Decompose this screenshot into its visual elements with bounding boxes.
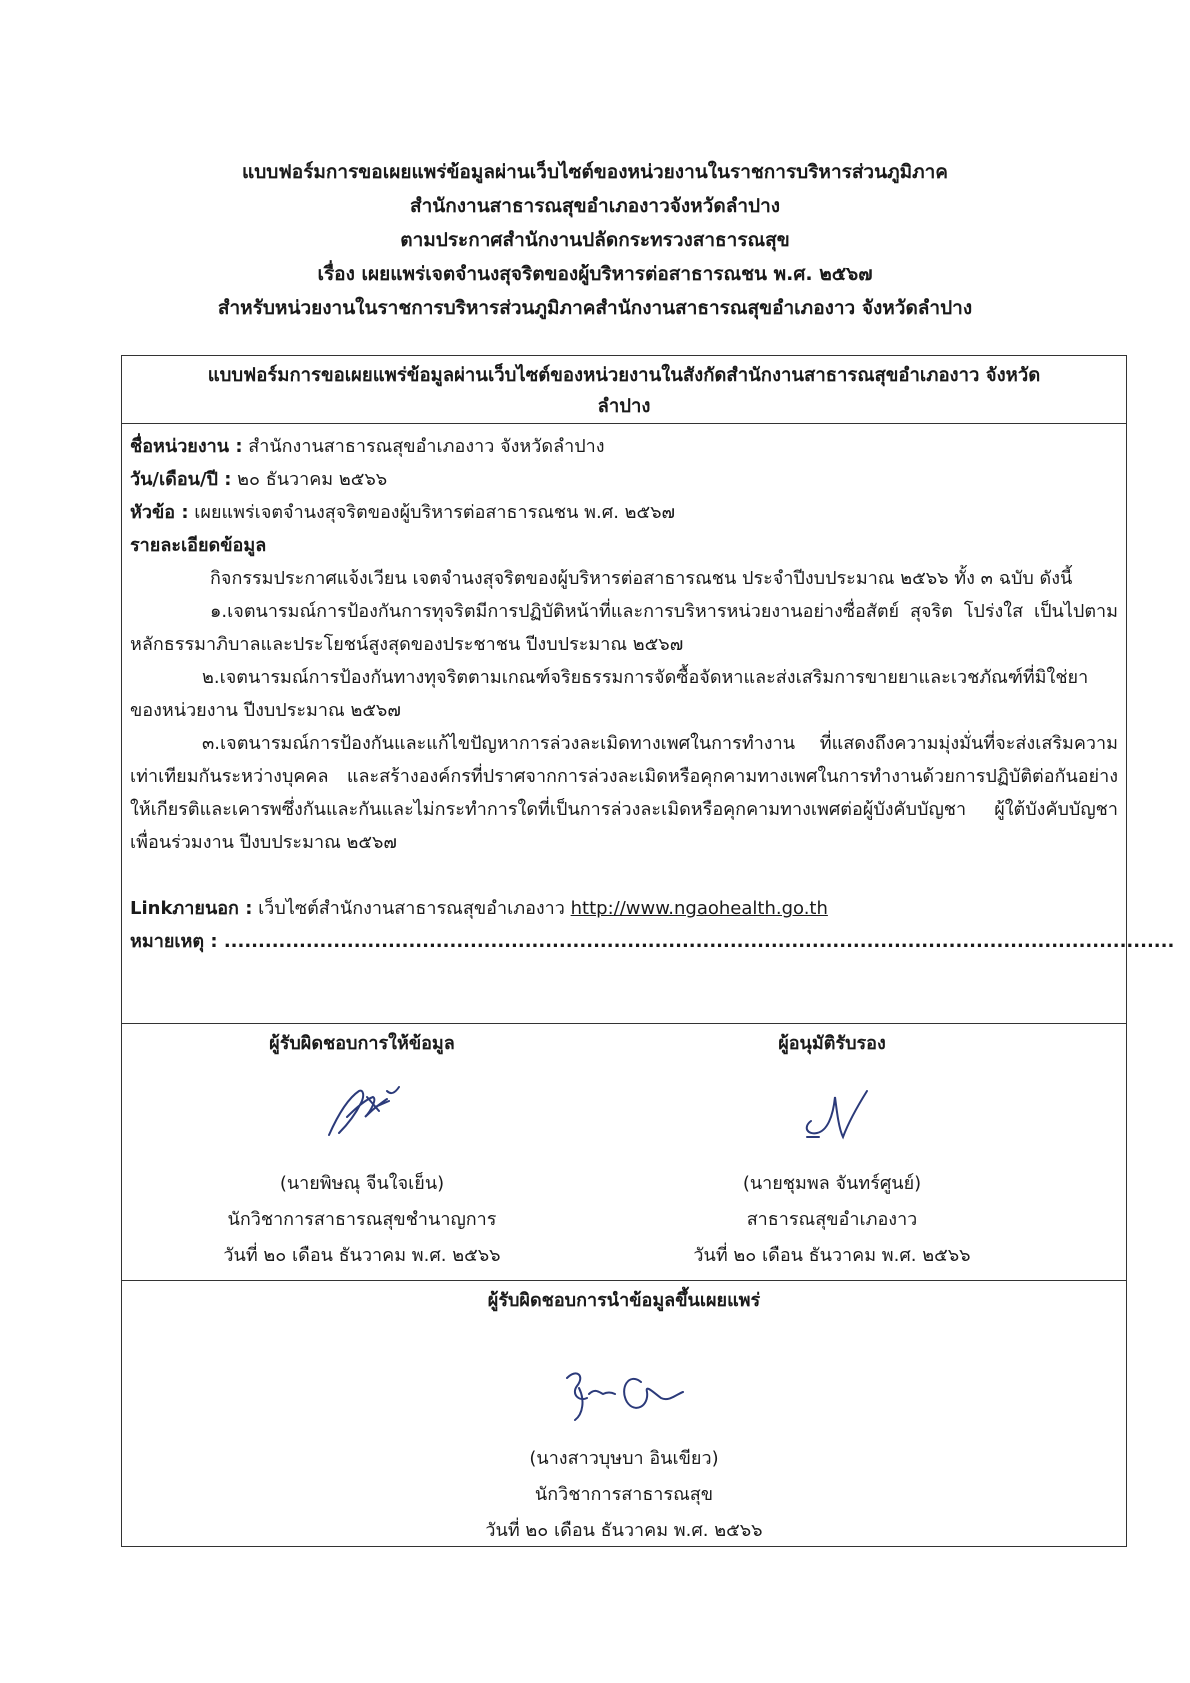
form-title-line-1: แบบฟอร์มการขอเผยแพร่ข้อมูลผ่านเว็บไซต์ของหน่วยงานในสังกัดสำนักงานสาธารณสุขอำเภองาว จังหวัด [207,365,1041,386]
provider-signature-icon [307,1077,417,1147]
remark-value: ........................................................................................................................................... [217,931,1175,952]
topic-value: เผยแพร่เจตจำนงสุจริตของผู้บริหารต่อสาธารณชน พ.ศ. ๒๕๖๗ [188,502,676,523]
publisher-signature-icon [549,1358,699,1428]
provider-heading: ผู้รับผิดชอบการให้ข้อมูล [269,1033,455,1054]
remark-row [130,925,1175,958]
publisher-signature-image [122,1345,1126,1441]
header-line-2: สำนักงานสาธารณสุขอำเภองาวจังหวัดลำปาง [409,195,781,217]
link-row [130,892,1118,925]
publisher-heading: ผู้รับผิดชอบการนำข้อมูลขึ้นเผยแพร่ [487,1290,761,1311]
form-info-section [122,424,1175,1024]
details-item-1: ๑.เจตนารมณ์การป้องกันการทุจริตมีการปฏิบัติหน้าที่และการบริหารหน่วยงานอย่างซื่อสัตย์ สุจริต โปร่งใส เป็นไปตามหลักธรรมาภิบาลและประโยชน์สูงสุดของประชาชน ปีงบประมาณ ๒๕๖๗ [130,601,1118,655]
approver-signature-block [592,1024,1072,1274]
header-line-5: สำหรับหน่วยงานในราชการบริหารส่วนภูมิภาคสำนักงานสาธารณสุขอำเภองาว จังหวัดลำปาง [217,297,973,319]
link-label: Linkภายนอก : [130,898,253,919]
form-title [122,356,1126,424]
topic-label: หัวข้อ : [130,502,189,523]
date-row [130,463,1118,496]
agency-row [130,430,1118,463]
approver-name: (นายชุมพล จันทร์ศูนย์) [742,1173,922,1194]
approver-signature-icon [777,1077,887,1147]
details-item-3: ๓.เจตนารมณ์การป้องกันและแก้ไขปัญหาการล่วงละเมิดทางเพศในการทำงาน ที่แสดงถึงความมุ่งมั่นที่จะส่งเสริมความเท่าเทียมกันระหว่างบุคคล และสร้างองค์กรที่ปราศจากการล่วงละเมิดหรือคุกคามทางเพศในการทำงานด้วยการปฏิบัติต่อกันอย่างให้เกียรติและเคารพซึ่งกันและกันและไม่กระทำการใดที่เป็นการล่วงละเมิดหรือคุกคามทางเพศต่อผู้บังคับบัญชา ผู้ใต้บังคับบัญชา เพื่อนร่วมงาน ปีงบประมาณ ๒๕๖๗ [130,733,1118,853]
publisher-date: วันที่ ๒๐ เดือน ธันวาคม พ.ศ. ๒๕๖๖ [485,1520,763,1541]
details-intro: กิจกรรมประกาศแจ้งเวียน เจตจำนงสุจริตของผู้บริหารต่อสาธารณชน ประจำปีงบประมาณ ๒๕๖๖ ทั้ง ๓ ฉบับ ดังนี้ [210,568,1073,589]
topic-row [130,496,1118,529]
header-line-3: ตามประกาศสำนักงานปลัดกระทรวงสาธารณสุข [400,229,790,251]
provider-position: นักวิชาการสาธารณสุขชำนาญการ [227,1209,497,1230]
approver-signature-image [592,1058,1072,1166]
approver-date: วันที่ ๒๐ เดือน ธันวาคม พ.ศ. ๒๕๖๖ [693,1245,971,1266]
details-label: รายละเอียดข้อมูล [130,535,267,556]
date-label: วัน/เดือน/ปี : [130,469,232,490]
provider-signature-block [122,1024,602,1274]
approver-heading: ผู้อนุมัติรับรอง [778,1033,886,1054]
link-text: เว็บไซต์สำนักงานสาธารณสุขอำเภองาว [252,898,571,919]
form-box [121,355,1175,1547]
external-link[interactable]: http://www.ngaohealth.go.th [570,898,828,919]
approver-position: สาธารณสุขอำเภองาว [746,1209,918,1230]
provider-name: (นายพิษณุ จีนใจเย็น) [279,1173,445,1194]
provider-date: วันที่ ๒๐ เดือน ธันวาคม พ.ศ. ๒๕๖๖ [223,1245,501,1266]
document-header [0,155,1190,325]
header-line-4: เรื่อง เผยแพร่เจตจำนงสุจริตของผู้บริหารต่อสาธารณชน พ.ศ. ๒๕๖๗ [317,263,873,285]
publisher-position: นักวิชาการสาธารณสุข [534,1484,714,1505]
agency-value: สำนักงานสาธารณสุขอำเภองาว จังหวัดลำปาง [242,436,605,457]
header-line-1: แบบฟอร์มการขอเผยแพร่ข้อมูลผ่านเว็บไซต์ของหน่วยงานในราชการบริหารส่วนภูมิภาค [241,161,949,183]
remark-label: หมายเหตุ : [130,931,218,952]
agency-label: ชื่อหน่วยงาน : [130,436,243,457]
publisher-name: (นางสาวบุษบา อินเขียว) [529,1448,719,1469]
signature-section [122,1024,1126,1281]
form-title-line-2: ลำปาง [597,396,651,417]
date-value: ๒๐ ธันวาคม ๒๕๖๖ [231,469,388,490]
provider-signature-image [122,1058,602,1166]
publisher-section [122,1281,1126,1549]
details-item-2: ๒.เจตนารมณ์การป้องกันทางทุจริตตามเกณฑ์จริยธรรมการจัดซื้อจัดหาและส่งเสริมการขายยาและเวชภัณฑ์ที่มิใช่ยาของหน่วยงาน ปีงบประมาณ ๒๕๖๗ [130,667,1089,721]
